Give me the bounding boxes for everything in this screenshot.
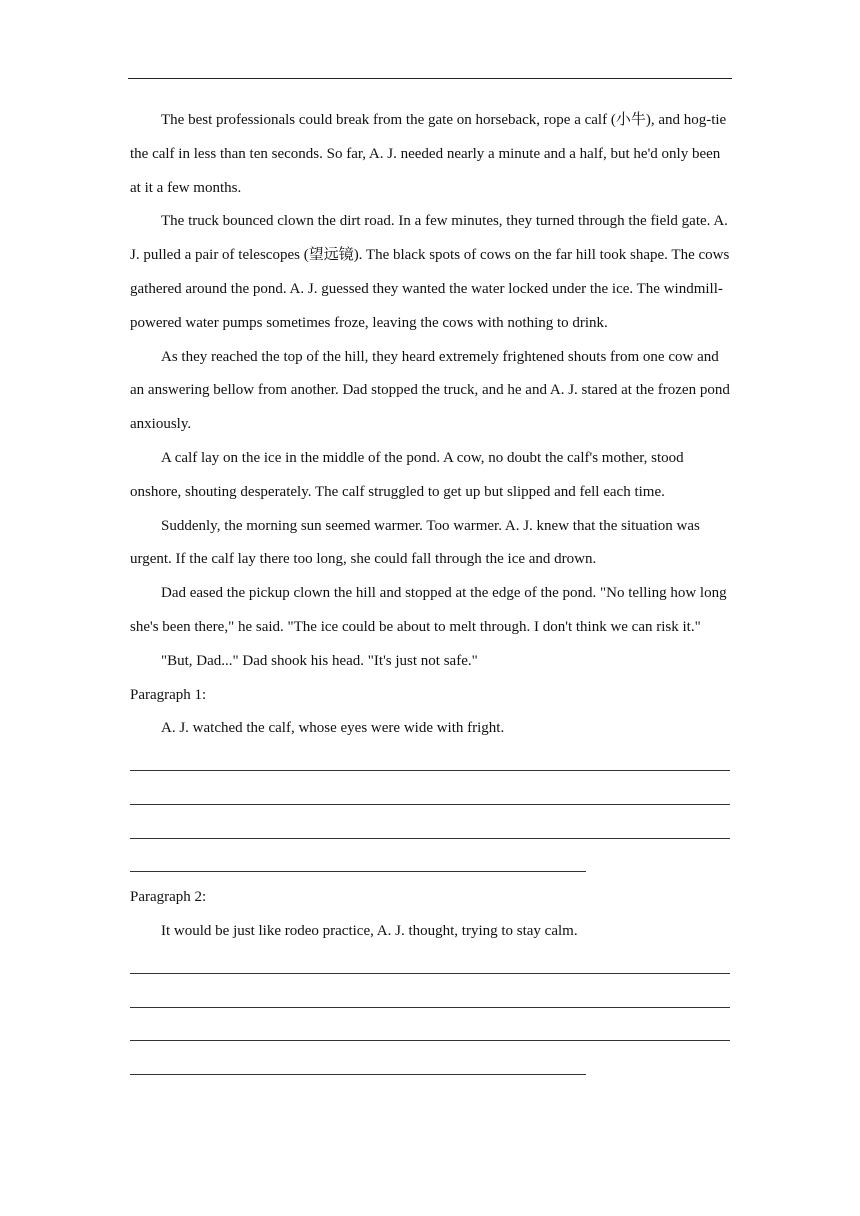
story-paragraph-1: The best professionals could break from the gate on horseback, rope a calf (小牛), and hog-tie the calf in less than ten seconds. So far, A. J. needed nearly a minute and a half, but he'd only been at it a few months. (130, 112, 727, 196)
answer-line[interactable] (130, 983, 730, 1017)
paragraph-2-opening: It would be just like rodeo practice, A. J. thought, trying to stay calm. (161, 923, 578, 940)
answer-line[interactable] (130, 814, 730, 848)
answer-line[interactable] (130, 746, 730, 780)
paragraph-2-label: Paragraph 2: (130, 889, 207, 906)
answer-line[interactable] (130, 1050, 730, 1084)
answer-line[interactable] (130, 780, 730, 814)
paragraph-1-answer-area[interactable] (130, 746, 730, 881)
story-paragraph-5: Suddenly, the morning sun seemed warmer. Too warmer. A. J. knew that the situation was urgent. If the calf lay there too long, she could fall through the ice and drown. (130, 517, 700, 568)
paragraph-2-answer-area[interactable] (130, 949, 730, 1084)
paragraph-1-label: Paragraph 1: (130, 686, 207, 703)
answer-line[interactable] (130, 1017, 730, 1051)
story-paragraph-3: As they reached the top of the hill, they heard extremely frightened shouts from one cow and an answering bellow from another. Dad stopped the truck, and he and A. J. stared at the frozen pond anxiously. (130, 348, 730, 433)
document-body (130, 104, 730, 1084)
story-paragraph-7: "But, Dad..." Dad shook his head. "It's just not safe." (161, 652, 478, 669)
story-paragraph-2: The truck bounced clown the dirt road. In a few minutes, they turned through the field gate. A. J. pulled a pair of telescopes (望远镜). The black spots of cows on the far hill took shape. The cows gathered around the pond. A. J. guessed they wanted the water locked under the ice. The windmill-powered water pumps sometimes froze, leaving the cows with nothing to drink. (130, 213, 730, 331)
story-paragraph-4: A calf lay on the ice in the middle of the pond. A cow, no doubt the calf's mother, stood onshore, shouting desperately. The calf struggled to get up but slipped and fell each time. (130, 449, 684, 500)
header-rule (128, 78, 732, 79)
paragraph-1-opening: A. J. watched the calf, whose eyes were wide with fright. (161, 720, 505, 737)
answer-line[interactable] (130, 848, 730, 882)
story-paragraph-6: Dad eased the pickup clown the hill and stopped at the edge of the pond. "No telling how long she's been there," he said. "The ice could be about to melt through. I don't think we can risk it." (130, 585, 727, 635)
answer-line[interactable] (130, 949, 730, 983)
